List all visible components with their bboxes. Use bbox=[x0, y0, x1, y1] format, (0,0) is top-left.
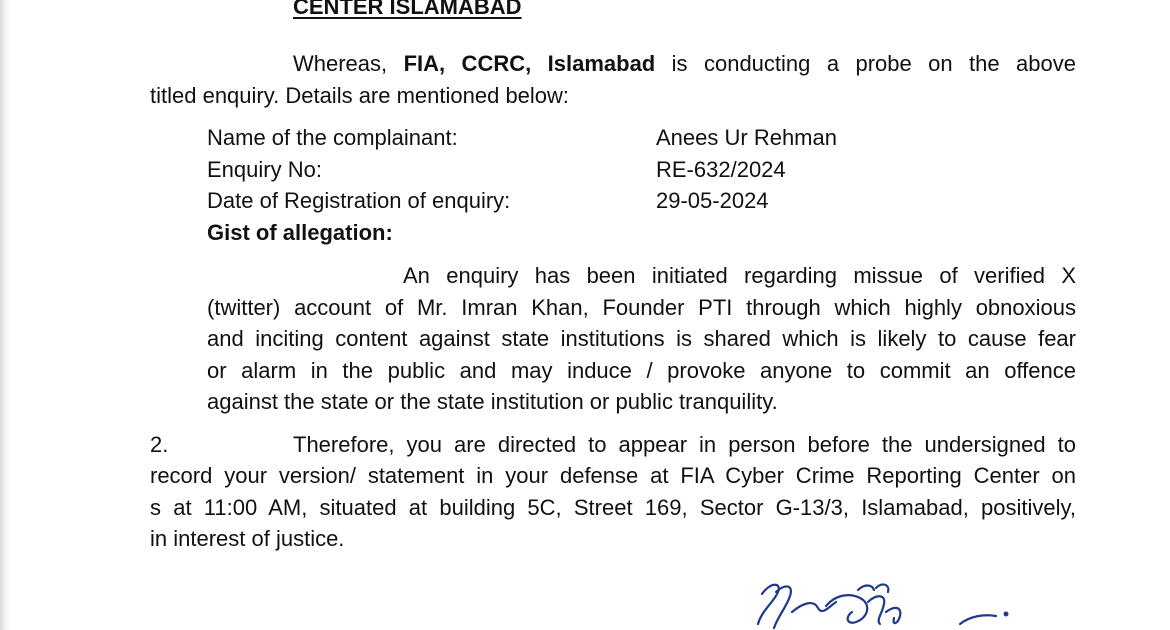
intro-suffix: is conducting a probe on the above bbox=[655, 51, 1076, 76]
intro-line-2: titled enquiry. Details are mentioned below: bbox=[150, 83, 570, 108]
intro-agency: FIA, CCRC, Islamabad bbox=[403, 51, 656, 76]
enquiry-label: Enquiry No: bbox=[207, 157, 322, 182]
complainant-label: Name of the complainant: bbox=[207, 125, 458, 150]
paragraph2-line-1: Therefore, you are directed to appear in person before the undersigned to bbox=[293, 432, 1076, 457]
intro-prefix: Whereas, bbox=[293, 51, 404, 76]
detail-row-date bbox=[207, 187, 1107, 215]
enquiry-value: RE-632/2024 bbox=[656, 157, 786, 182]
paragraph2-line-2: record your version/ statement in your defense at FIA Cyber Crime Reporting Center on bbox=[150, 463, 1076, 488]
paragraph-number: 2. bbox=[150, 432, 169, 457]
paragraph2-line-4: in interest of justice. bbox=[150, 526, 345, 551]
allegation-line-5: against the state or the state institution or public tranquility. bbox=[207, 389, 778, 414]
date-label: Date of Registration of enquiry: bbox=[207, 188, 511, 213]
intro-line-1 bbox=[293, 50, 1076, 78]
allegation-line-2: (twitter) account of Mr. Imran Khan, Founder PTI through which highly obnoxious bbox=[207, 295, 1076, 320]
document-heading: CENTER ISLAMABAD bbox=[293, 0, 522, 19]
gist-label: Gist of allegation: bbox=[207, 220, 393, 245]
allegation-line-4: or alarm in the public and may induce / provoke anyone to commit an offence bbox=[207, 358, 1076, 383]
detail-row-enquiry bbox=[207, 156, 1107, 184]
complainant-value: Anees Ur Rehman bbox=[656, 125, 837, 150]
date-value: 29-05-2024 bbox=[656, 188, 769, 213]
detail-row-complainant bbox=[207, 124, 1107, 152]
page-edge-shadow bbox=[0, 0, 10, 630]
paragraph2-line-3: s at 11:00 AM, situated at building 5C, Street 169, Sector G-13/3, Islamabad, positively, bbox=[150, 495, 1076, 520]
allegation-line-3: and inciting content against state institutions is shared which is likely to cause fear bbox=[207, 326, 1076, 351]
allegation-line-1: An enquiry has been initiated regarding missue of verified X bbox=[403, 263, 1076, 288]
handwritten-signature bbox=[748, 572, 1018, 630]
